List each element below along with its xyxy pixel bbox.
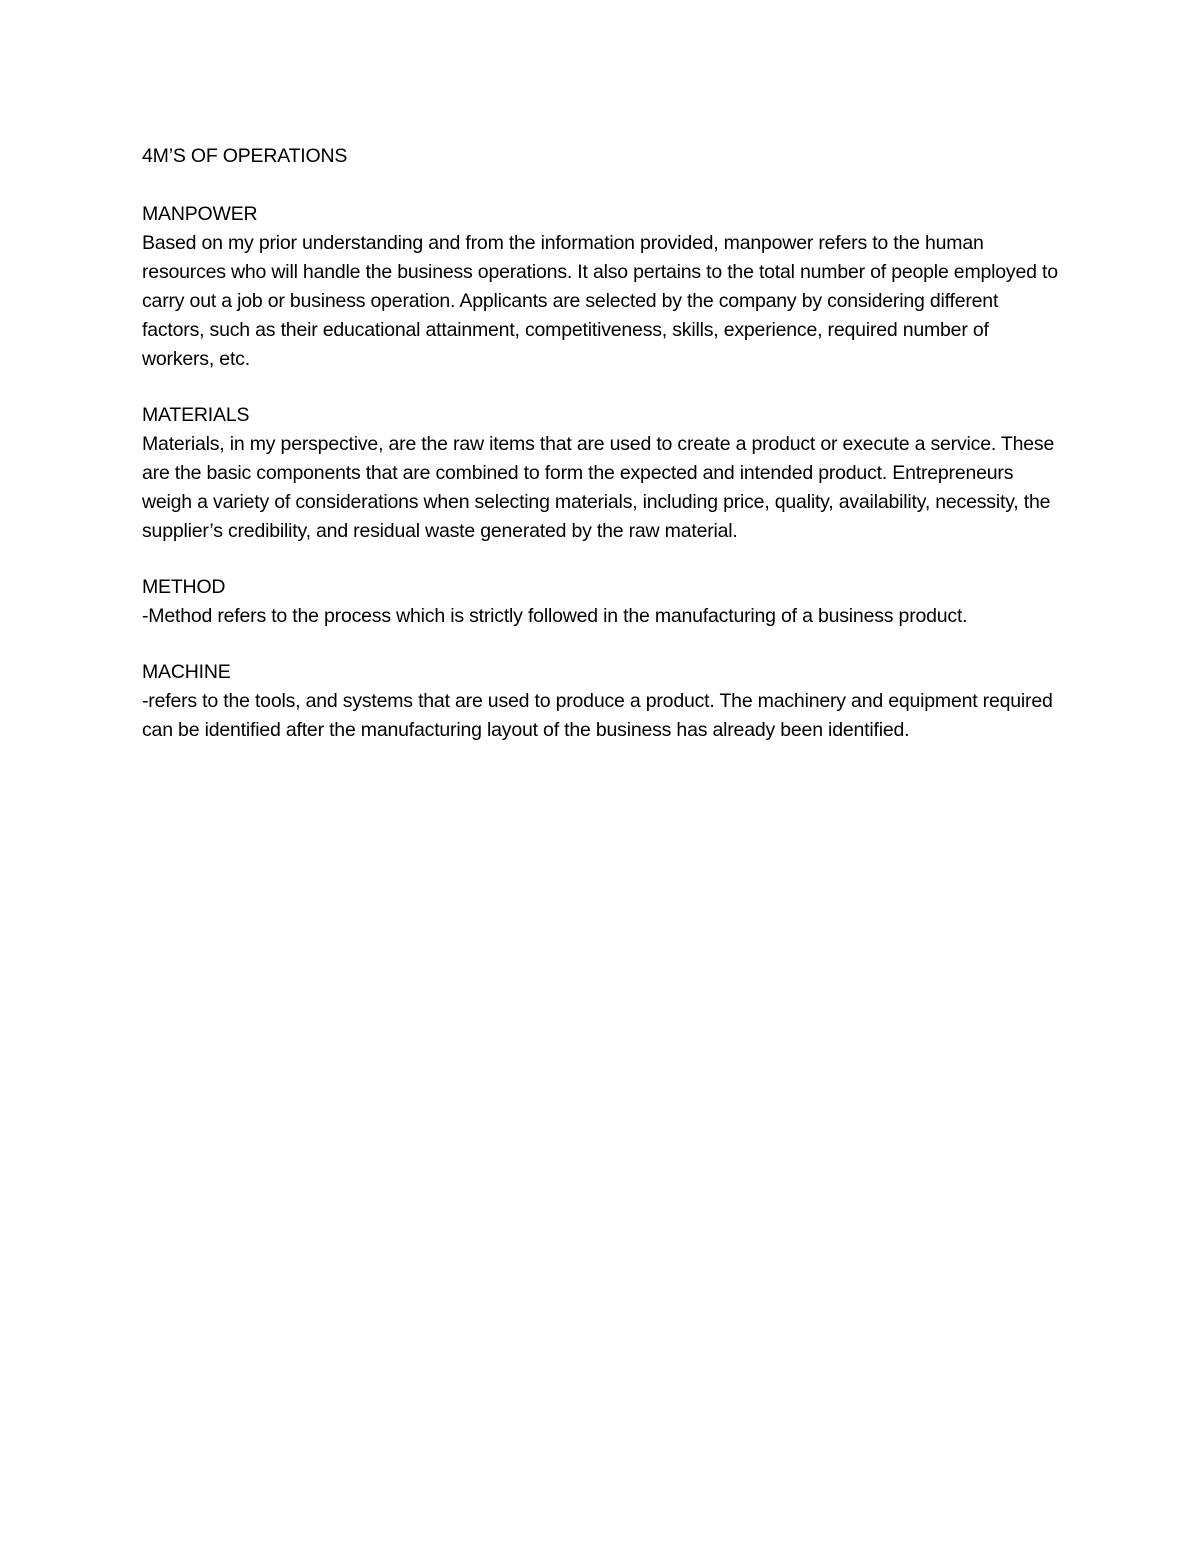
section-body: Based on my prior understanding and from the information provided, manpower refers to the human resources who will handle the business operations. It also pertains to the total number of people employed to carry out a job or business operation. Applicants are selected by the company by considering different factors, such as their educational attainment, competitiveness, skills, experience, required number of workers, etc. bbox=[142, 232, 1058, 370]
section-body: -refers to the tools, and systems that are used to produce a product. The machinery and equipment required can be identified after the manufacturing layout of the business has already been identified. bbox=[142, 690, 1053, 741]
section-method bbox=[142, 573, 1060, 631]
section-body: Materials, in my perspective, are the raw items that are used to create a product or execute a service. These are the basic components that are combined to form the expected and intended product. Entrepreneurs weigh a variety of considerations when selecting materials, including price, quality, availability, necessity, the supplier’s credibility, and residual waste generated by the raw material. bbox=[142, 433, 1055, 542]
section-manpower bbox=[142, 200, 1060, 374]
section-heading: MATERIALS bbox=[142, 404, 250, 426]
section-machine bbox=[142, 658, 1060, 745]
section-heading: METHOD bbox=[142, 576, 226, 598]
section-materials bbox=[142, 401, 1060, 546]
section-body: -Method refers to the process which is strictly followed in the manufacturing of a business product. bbox=[142, 605, 968, 627]
section-heading: MACHINE bbox=[142, 661, 231, 683]
section-heading: MANPOWER bbox=[142, 203, 258, 225]
document-title: 4M’S OF OPERATIONS bbox=[142, 145, 348, 167]
